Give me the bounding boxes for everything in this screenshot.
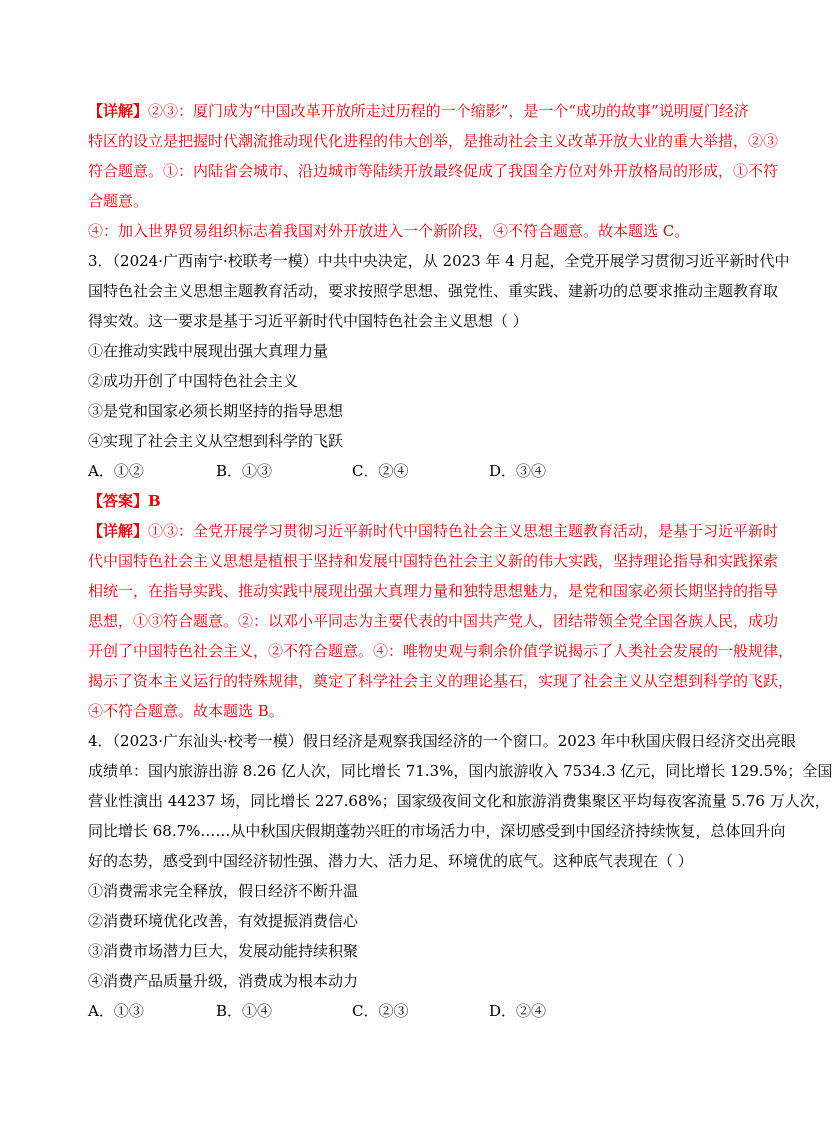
question-stem-line: 得实效。这一要求是基于习近平新时代中国特色社会主义思想（ ） [88, 312, 528, 330]
explanation-line: 代中国特色社会主义思想是植根于坚持和发展中国特色社会主义新的伟大实践，坚持理论指导和实践探索 [88, 552, 779, 570]
option-d: D．②④ [489, 1002, 547, 1020]
explanation-line: 【详解】①③：全党开展学习贯彻习近平新时代中国特色社会主义思想主题教育活动，是基于习近平新时 [88, 522, 779, 540]
option-b: B．①④ [216, 1002, 273, 1020]
question-stem-line: 好的态势，感受到中国经济韧性强、潜力大、活力足、环境优的底气。这种底气表现在（ ） [88, 852, 693, 870]
explanation-line: 【详解】②③：厦门成为“中国改革开放所走过历程的一个缩影”，是一个“成功的故事”说明厦门经济 [88, 102, 749, 120]
question-4 [88, 726, 832, 1026]
question-3 [88, 246, 794, 726]
explanation-line: 开创了中国特色社会主义，②不符合题意。④：唯物史观与剩余价值学说揭示了人类社会发展的一般规律， [88, 642, 794, 660]
explanation-line: 合题意。 [88, 192, 149, 210]
document-page [88, 96, 832, 1026]
question-stem-line: 同比增长 68.7%……从中秋国庆假期蓬勃兴旺的市场活力中，深切感受到中国经济持续恢复，总体回升向 [88, 822, 786, 840]
explanation-tag: 【详解】 [88, 522, 149, 540]
explanation-line: 特区的设立是把握时代潮流推动现代化进程的伟大创举，是推动社会主义改革开放大业的重大举措，②③ [88, 132, 779, 150]
statement-item: ①消费需求完全释放，假日经济不断升温 [88, 882, 359, 900]
statement-item: ④消费产品质量升级，消费成为根本动力 [88, 972, 359, 990]
answer-options [88, 996, 716, 1026]
answer-tag: 【答案】 [88, 492, 149, 510]
explanation-line: 思想，①③符合题意。②：以邓小平同志为主要代表的中国共产党人，团结带领全党全国各族人民，成功 [88, 612, 779, 630]
option-d: D．③④ [489, 462, 547, 480]
option-a: A．①③ [88, 1002, 144, 1020]
question-stem-line: 3．（2024·广西南宁·校联考一模）中共中央决定，从 2023 年 4 月起，全党开展学习贯彻习近平新时代中 [88, 252, 790, 270]
question-stem-line: 4．（2023·广东汕头·校考一模）假日经济是观察我国经济的一个窗口。2023 年中秋国庆假日经济交出亮眼 [88, 732, 796, 750]
explanation-line: ④：加入世界贸易组织标志着我国对外开放进入一个新阶段，④不符合题意。故本题选 C。 [88, 222, 690, 240]
explanation-line: ④不符合题意。故本题选 B。 [88, 702, 284, 720]
statement-item: ②成功开创了中国特色社会主义 [88, 372, 299, 390]
explanation-line: 相统一，在指导实践、推动实践中展现出强大真理力量和独特思想魅力，是党和国家必须长期坚持的指导 [88, 582, 779, 600]
option-b: B．①③ [216, 462, 273, 480]
explanation-line: 揭示了资本主义运行的特殊规律，奠定了科学社会主义的理论基石，实现了社会主义从空想到科学的飞跃， [88, 672, 794, 690]
question-stem-line: 国特色社会主义思想主题教育活动，要求按照学思想、强党性、重实践、建新功的总要求推动主题教育取 [88, 282, 779, 300]
answer-line [88, 486, 716, 516]
question-stem-line: 成绩单：国内旅游出游 8.26 亿人次，同比增长 71.3%，国内旅游收入 7534.3 亿元，同比增长 129.5%；全国 [88, 762, 832, 780]
question-stem-line: 营业性演出 44237 场，同比增长 227.68%；国家级夜间文化和旅游消费集聚区平均每夜客流量 5.76 万人次， [88, 792, 830, 810]
answer-value: B [148, 492, 161, 510]
statement-item: ③消费市场潜力巨大，发展动能持续积聚 [88, 942, 359, 960]
option-a: A．①② [88, 462, 144, 480]
explanation-line: 符合题意。①：内陆省会城市、沿边城市等陆续开放最终促成了我国全方位对外开放格局的形成，①不符 [88, 162, 779, 180]
statement-item: ①在推动实践中展现出强大真理力量 [88, 342, 329, 360]
statement-item: ③是党和国家必须长期坚持的指导思想 [88, 402, 344, 420]
explanation-q2 [88, 96, 779, 246]
explanation-tag: 【详解】 [88, 102, 149, 120]
option-c: C．②④ [352, 462, 409, 480]
option-c: C．②③ [352, 1002, 409, 1020]
statement-item: ④实现了社会主义从空想到科学的飞跃 [88, 432, 344, 450]
answer-options [88, 456, 716, 486]
statement-item: ②消费环境优化改善，有效提振消费信心 [88, 912, 359, 930]
